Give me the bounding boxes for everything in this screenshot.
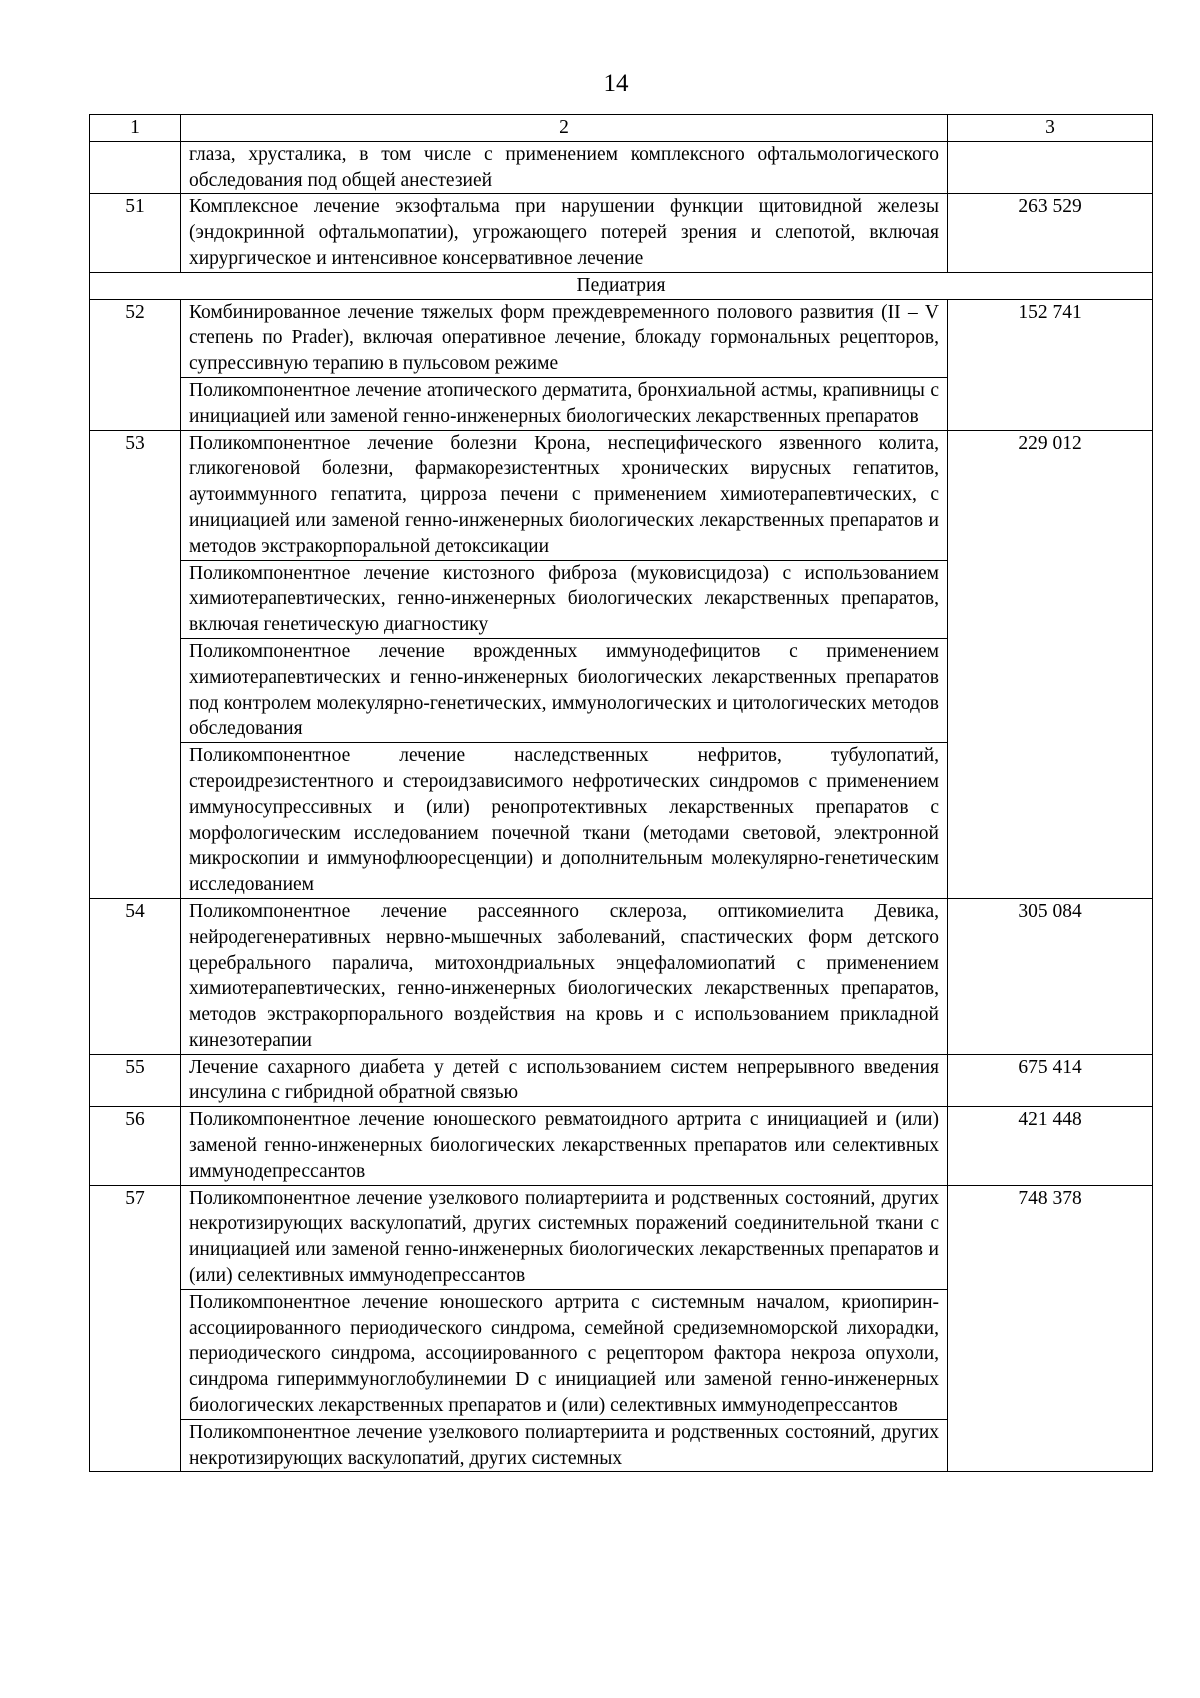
row-description: Комбинированное лечение тяжелых форм преждевременного полового развития (II – V степень по Prader), включая оперативное лечение, блокаду гормональных рецепторов, супрессивную терапию в пульсовом режиме (181, 299, 948, 377)
row-number-empty (90, 141, 181, 194)
row-description: Поликомпонентное лечение кистозного фиброза (муковисцидоза) с использованием химиотерапевтических, генно-инженерных биологических лекарственных препаратов, включая генетическую диагностику (181, 560, 948, 638)
row-description: Поликомпонентное лечение атопического дерматита, бронхиальной астмы, крапивницы с инициацией или заменой генно-инженерных биологических лекарственных препаратов (181, 377, 948, 430)
table-row-51 (90, 194, 1153, 272)
header-col-1: 1 (90, 115, 181, 142)
row-cost: 421 448 (948, 1107, 1153, 1185)
row-number: 54 (90, 898, 181, 1054)
row-description: Поликомпонентное лечение рассеянного склероза, оптикомиелита Девика, нейродегенеративных нервно-мышечных заболеваний, спастических форм детского церебрального паралича, митохондриальных энцефаломиопатий с применением химиотерапевтических, генно-инженерных биологических лекарственных препаратов, методов экстракорпорального воздействия на кровь и с использованием прикладной кинезотерапии (181, 898, 948, 1054)
row-description: Поликомпонентное лечение юношеского ревматоидного артрита с инициацией и (или) заменой генно-инженерных биологических лекарственных препаратов или селективных иммунодепрессантов (181, 1107, 948, 1185)
table-header-row (90, 115, 1153, 142)
table-row-54 (90, 898, 1153, 1054)
header-col-3: 3 (948, 115, 1153, 142)
row-description: Поликомпонентное лечение врожденных иммунодефицитов с применением химиотерапевтических и генно-инженерных биологических лекарственных препаратов под контролем молекулярно-генетических, иммунологических и цитологических методов обследования (181, 638, 948, 742)
row-number: 56 (90, 1107, 181, 1185)
row-description: Поликомпонентное лечение узелкового полиартериита и родственных состояний, других некротизирующих васкулопатий, других системных (181, 1419, 948, 1472)
row-description: Поликомпонентное лечение наследственных нефритов, тубулопатий, стероидрезистентного и стероидзависимого нефротических синдромов с применением иммуносупрессивных и (или) ренопротективных лекарственных препаратов с морфологическим исследованием почечной ткани (методами световой, электронной микроскопии и иммунофлюоресценции) и дополнительным молекулярно-генетическим исследованием (181, 743, 948, 899)
header-col-2: 2 (181, 115, 948, 142)
table-row-53 (90, 430, 1153, 560)
row-cost: 748 378 (948, 1185, 1153, 1472)
row-description: Лечение сахарного диабета у детей с использованием систем непрерывного введения инсулина с гибридной обратной связью (181, 1054, 948, 1107)
table-row-52 (90, 299, 1153, 377)
page-number: 14 (603, 70, 629, 97)
row-cost: 263 529 (948, 194, 1153, 272)
table-row-57 (90, 1185, 1153, 1289)
row-number: 53 (90, 430, 181, 898)
table-row-continuation (90, 141, 1153, 194)
row-cost: 152 741 (948, 299, 1153, 430)
row-description: Поликомпонентное лечение юношеского артрита с системным началом, криопирин-ассоциированного периодического синдрома, семейной средиземноморской лихорадки, периодического синдрома, ассоциированного с рецептором фактора некроза опухоли, синдрома гипериммуноглобулинемии D с инициацией или заменой генно-инженерных биологических лекарственных препаратов и (или) селективных иммунодепрессантов (181, 1289, 948, 1419)
row-description: Поликомпонентное лечение болезни Крона, неспецифического язвенного колита, гликогеновой болезни, фармакорезистентных хронических вирусных гепатитов, аутоиммунного гепатита, цирроза печени с применением химиотерапевтических, с инициацией или заменой генно-инженерных биологических лекарственных препаратов и методов экстракорпоральной детоксикации (181, 430, 948, 560)
table-row-55 (90, 1054, 1153, 1107)
row-description: Поликомпонентное лечение узелкового полиартериита и родственных состояний, других некротизирующих васкулопатий, других системных поражений соединительной ткани с инициацией или заменой генно-инженерных биологических лекарственных препаратов и (или) селективных иммунодепрессантов (181, 1185, 948, 1289)
section-title: Педиатрия (90, 272, 1153, 299)
row-description: Комплексное лечение экзофтальма при нарушении функции щитовидной железы (эндокринной офтальмопатии), угрожающего потерей зрения и слепотой, включая хирургическое и интенсивное консервативное лечение (181, 194, 948, 272)
row-description: глаза, хрусталика, в том числе с применением комплексного офтальмологического обследования под общей анестезией (181, 141, 948, 194)
row-cost: 229 012 (948, 430, 1153, 898)
row-number: 57 (90, 1185, 181, 1472)
row-number: 51 (90, 194, 181, 272)
services-table (89, 114, 1153, 1472)
row-number: 52 (90, 299, 181, 430)
row-cost: 675 414 (948, 1054, 1153, 1107)
row-cost-empty (948, 141, 1153, 194)
table-row-56 (90, 1107, 1153, 1185)
row-cost: 305 084 (948, 898, 1153, 1054)
row-number: 55 (90, 1054, 181, 1107)
section-row-pediatrics (90, 272, 1153, 299)
